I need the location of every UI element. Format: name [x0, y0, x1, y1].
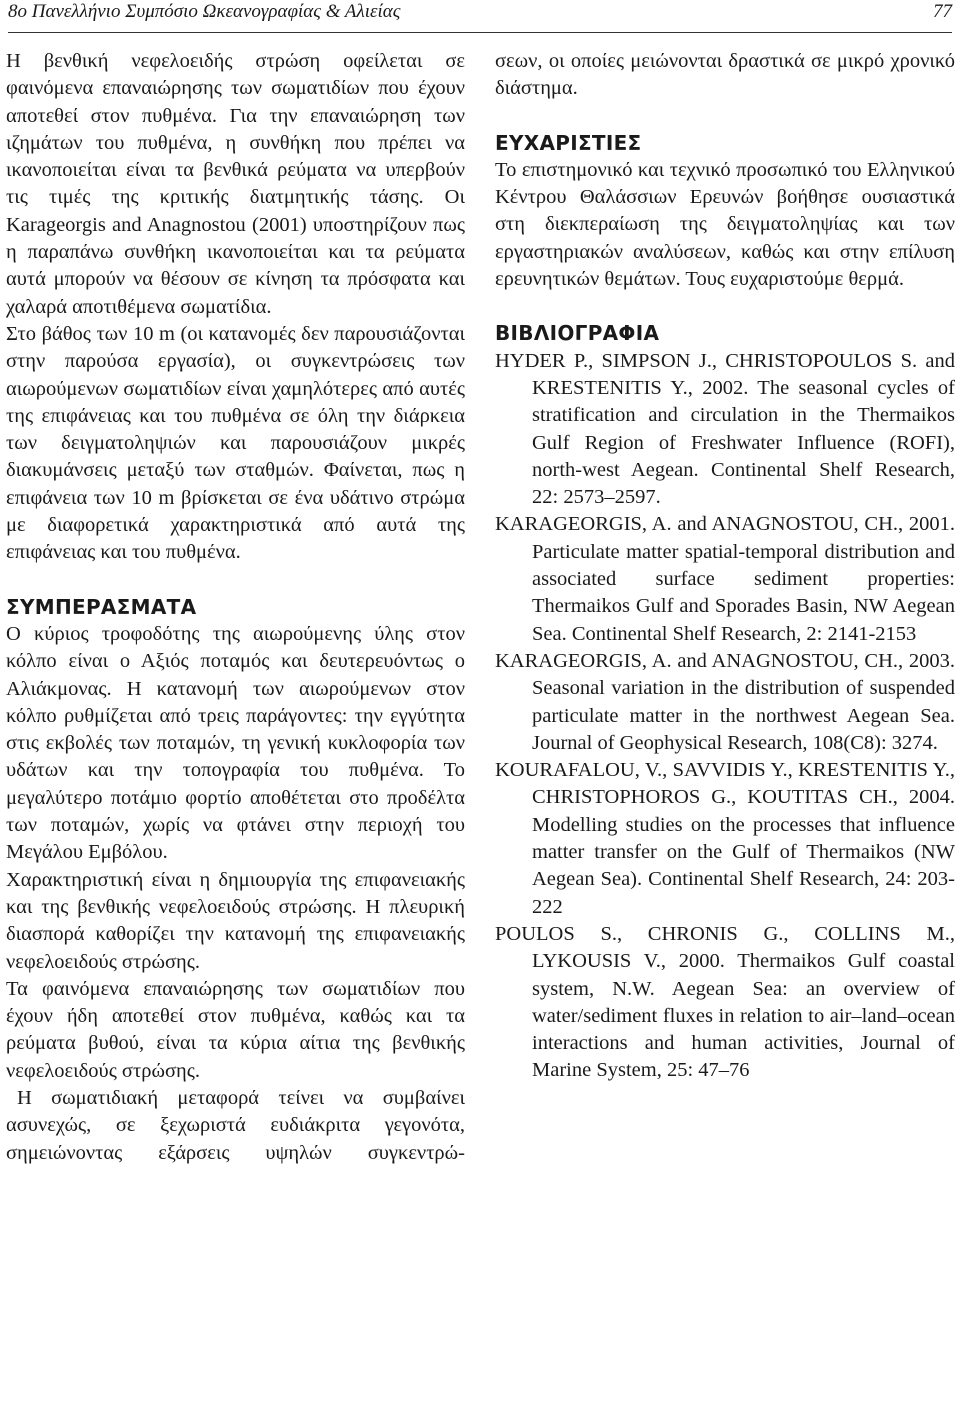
page-number: 77 — [933, 1, 952, 22]
conclusions-heading: ΣΥΜΠΕΡΑΣΜΑΤΑ — [6, 594, 197, 619]
bibliography-heading: ΒΙΒΛΙΟΓΡΑΦΙΑ — [495, 321, 660, 346]
paragraph-10m-depth: Στο βάθος των 10 m (οι κατανομές δεν παρουσιάζονται στην παρούσα εργασία), οι συγκεντρώσεις των αιωρούμενων σωματιδίων είναι χαμηλότερες από αυτές της επιφάνειας και του πυθμένα σε όλη την διάρκεια των δειγματοληψιών και παρουσιάζουν μικρές διακυμάνσεις μεταξύ των σταθμών. Φαίνεται, πως η επιφάνεια των 10 m βρίσκεται σε ένα υδάτινο στρώμα με διαφορετικά χαρακτηριστικά από αυτά της επιφάνειας και του πυθμένα. — [6, 322, 465, 564]
reference-list — [495, 348, 955, 1085]
page-header — [8, 0, 952, 33]
reference-item: KARAGEORGIS, A. and ANAGNOSTOU, CH., 2001. Particulate matter spatial-temporal distribution and associated surface sediment properties: Thermaikos Gulf and Sporades Basin, NW Aegean Sea. Continental Shelf Research, 2: 2141-2153 — [495, 513, 955, 645]
reference-item: POULOS S., CHRONIS G., COLLINS M., LYKOUSIS V., 2000. Thermaikos Gulf coastal system, N.W. Aegean Sea: an overview of water/sediment fluxes in relation to air–land–ocean interactions and human activities, Journal of Marine System, 25: 47–76 — [495, 922, 955, 1082]
conference-title: 8ο Πανελλήνιο Συμπόσιο Ωκεανογραφίας & Αλιείας — [8, 1, 401, 22]
reference-item: KARAGEORGIS, A. and ANAGNOSTOU, CH., 2003. Seasonal variation in the distribution of suspended particulate matter in the northwest Aegean Sea. Journal of Geophysical Research, 108(C8): 3274. — [495, 649, 955, 754]
left-column — [6, 48, 465, 1167]
paragraph-conclusions: Ο κύριος τροφοδότης της αιωρούμενης ύλης στον κόλπο είναι ο Αξιός ποταμός και δευτερευόντως ο Αλιάκμονας. Η κατανομή των αιωρούμενων στον κόλπο ρυθμίζεται από τρεις παράγοντες: την εγγύτητα στις εκβολές των ποταμών, τη γενική κυκλοφορία των υδάτων και την τοπογραφία του πυθμένα. Το μεγαλύτερο ποτάμιο φορτίο αποθέτεται στο προδέλτα των ποταμών, χωρίς να φτάνει στην περιοχή του Μεγάλου Εμβόλου. — [6, 622, 465, 864]
paragraph-particle-transport: Η σωματιδιακή μεταφορά τείνει να συμβαίνει ασυνεχώς, σε ξεχωριστά ευδιάκριτα γεγονότα, σημειώνοντας εξάρσεις υψηλών συγκεντρώ- — [6, 1086, 465, 1164]
reference-item: HYDER P., SIMPSON J., CHRISTOPOULOS S. and KRESTENITIS Y., 2002. The seasonal cycles of stratification and circulation in the Thermaikos Gulf Region of Freshwater Influence (ROFI), north-west Aegean. Continental Shelf Research, 22: 2573–2597. — [495, 349, 955, 509]
paragraph-acknowledgements: Το επιστημονικό και τεχνικό προσωπικό του Ελληνικού Κέντρου Θαλάσσιων Ερευνών βοήθησε ουσιαστικά στη διεκπεραίωση της δειγματοληψίας και των εργαστηριακών αναλύσεων, καθώς και στην επίλυση ερευνητικών θεμάτων. Τους ευχαριστούμε θερμά. — [495, 158, 955, 291]
paragraph-nepheloid: Χαρακτηριστική είναι η δημιουργία της επιφανειακής και της βενθικής νεφελοειδούς στρώσης. Η πλευρική διασπορά καθορίζει την κατανομή της επιφανειακής νεφελοειδούς στρώσης. — [6, 868, 465, 973]
paragraph-resuspension: Τα φαινόμενα επαναιώρησης των σωματιδίων που έχουν ήδη αποτεθεί στον πυθμένα, καθώς και τα ρεύματα βυθού, είναι τα κύρια αίτια της βενθικής νεφελοειδούς στρώσης. — [6, 977, 465, 1082]
acknowledgements-heading: ΕΥΧΑΡΙΣΤΙΕΣ — [495, 130, 642, 155]
paragraph-continuation: σεων, οι οποίες μειώνονται δραστικά σε μικρό χρονικό διάστημα. — [495, 50, 955, 100]
right-column — [495, 48, 955, 1085]
reference-item: KOURAFALOU, V., SAVVIDIS Y., KRESTENITIS Y., CHRISTOPHOROS G., KOUTITAS CH., 2004. Modelling studies on the processes that influence matter transfer on the Gulf of Thermaikos (NW Aegean Sea). Continental Shelf Research, 24: 203-222 — [495, 759, 955, 918]
paragraph-benthic-layer: Η βενθική νεφελοειδής στρώση οφείλεται σε φαινόμενα επαναιώρησης των σωματιδίων που έχουν αποτεθεί στον πυθμένα. Για την επαναιώρηση των ιζημάτων του πυθμένα, η συνθήκη που πρέπει να ικανοποιείται είναι τα βενθικά ρεύματα να υπερβούν τις τιμές της κριτικής διατμητικής τάσης. Οι Karageorgis and Anagnostou (2001) υποστηρίζουν πως η παραπάνω συνθήκη ικανοποιείται και τα ρεύματα αυτά μπορούν να θέσουν σε κίνηση τα πρόσφατα και χαλαρά αποτιθέμενα σωματίδια. — [6, 50, 465, 318]
